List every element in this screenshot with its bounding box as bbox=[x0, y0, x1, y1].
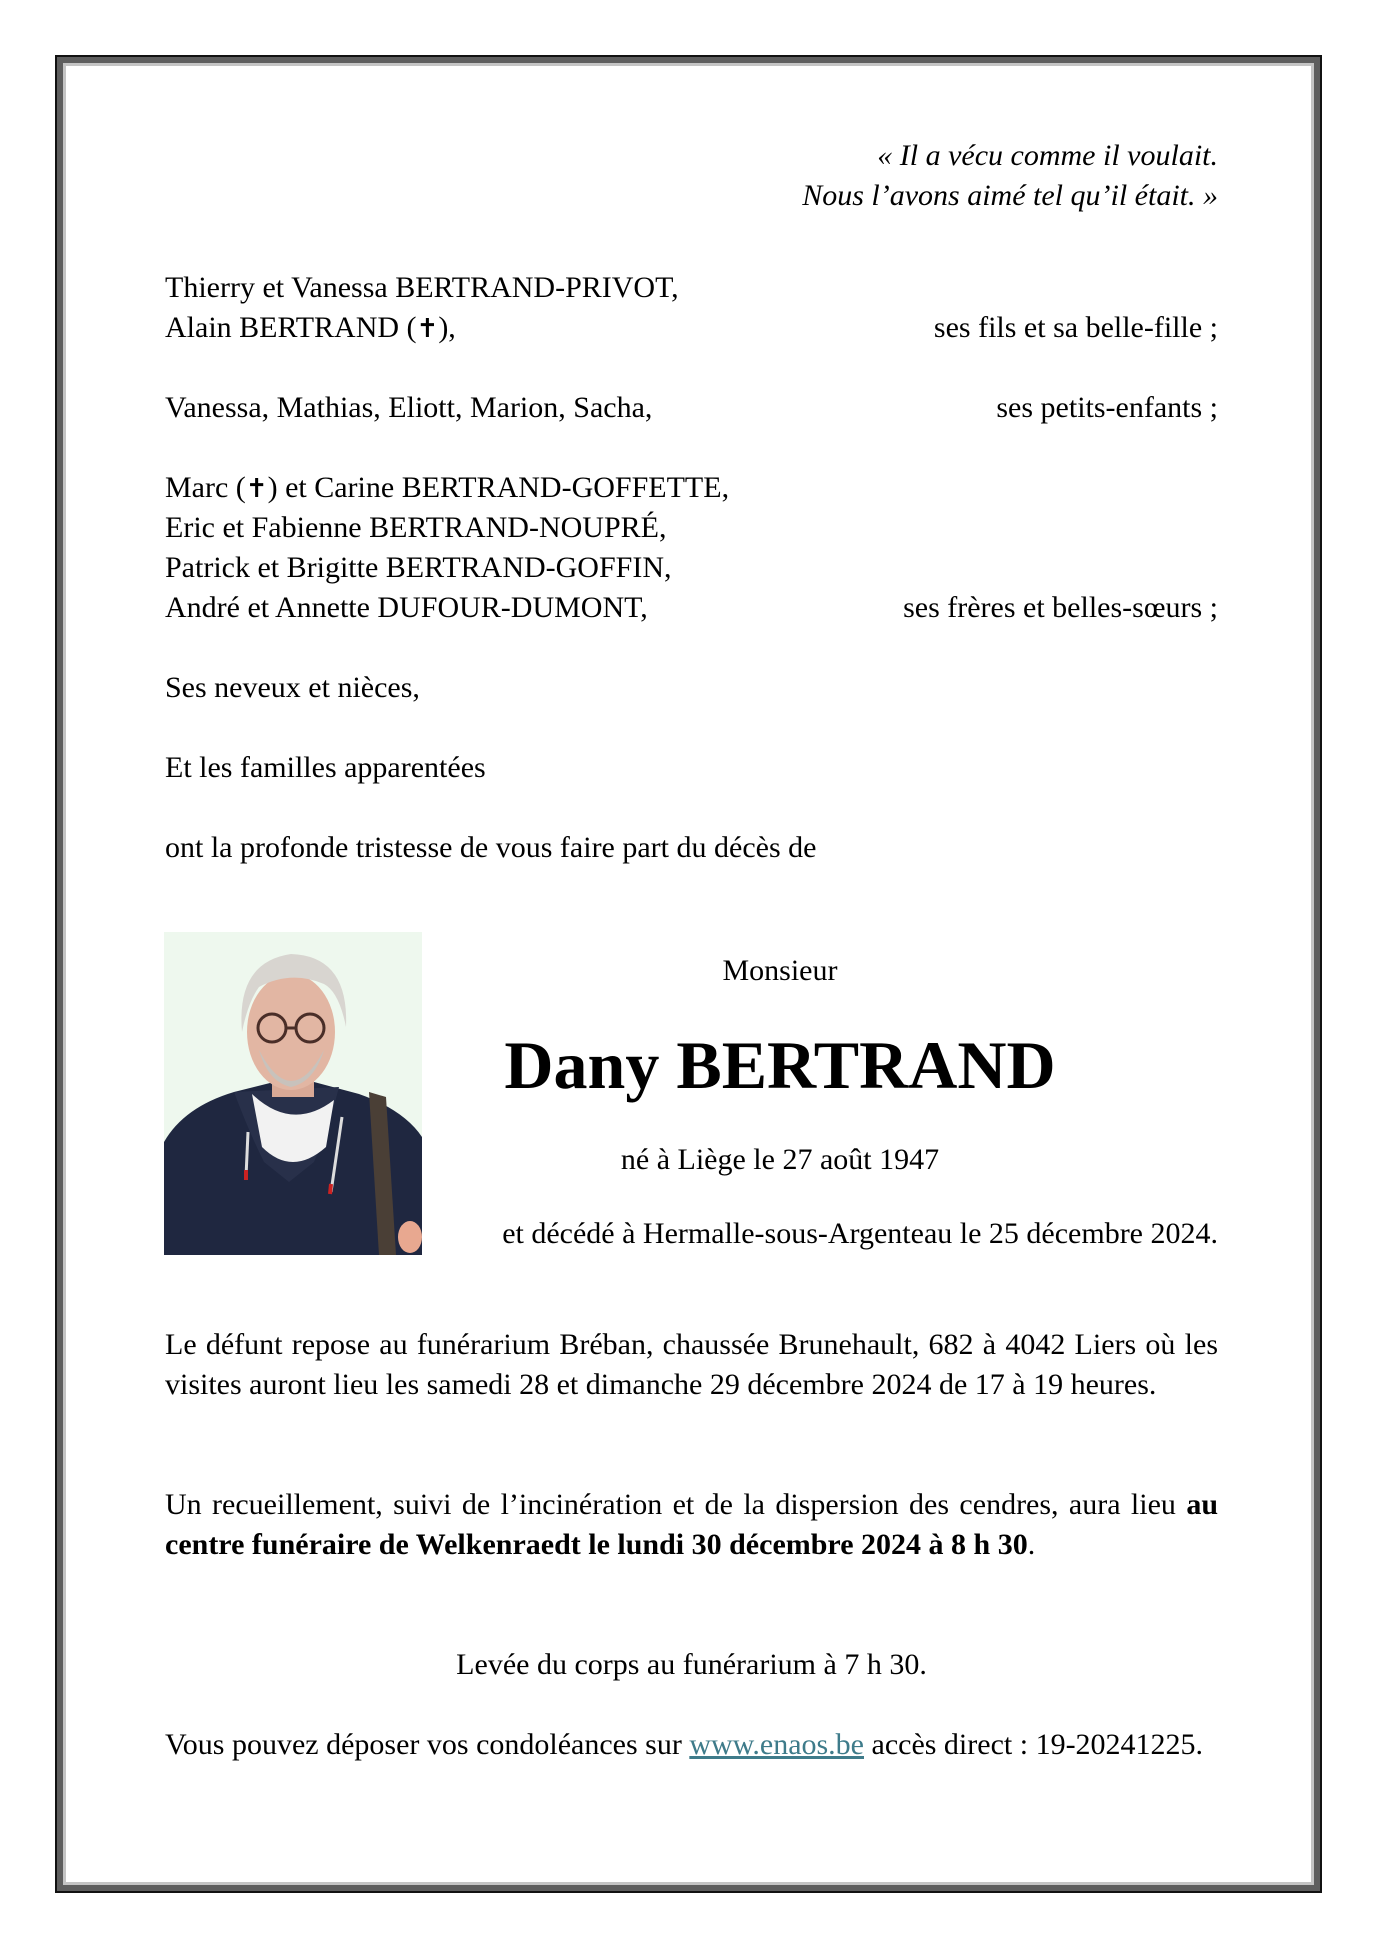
condolences-link[interactable]: www.enaos.be bbox=[689, 1728, 864, 1761]
cross-icon: ✝ bbox=[245, 474, 268, 504]
relation-grandchildren: ses petits-enfants ; bbox=[996, 391, 1218, 424]
cross-icon: ✝ bbox=[416, 314, 439, 344]
deceased-name: Dany BERTRAND bbox=[504, 1027, 1056, 1103]
deceased-title: Monsieur bbox=[722, 954, 838, 987]
quote-line-1: « Il a vécu comme il voulait. bbox=[877, 139, 1218, 172]
relation-sons: ses fils et sa belle-fille ; bbox=[933, 311, 1218, 344]
family-text: Vanessa, Mathias, Eliott, Marion, Sacha, bbox=[165, 391, 653, 424]
nephews-line: Ses neveux et nièces, bbox=[165, 671, 420, 704]
families-line: Et les familles apparentées bbox=[165, 751, 486, 784]
ceremony-end: . bbox=[1027, 1528, 1036, 1561]
departure-line: Levée du corps au funérarium à 7 h 30. bbox=[456, 1648, 927, 1681]
family-text: Marc ( bbox=[165, 471, 246, 504]
family-text: André et Annette DUFOUR-DUMONT, bbox=[165, 591, 648, 624]
family-line bbox=[165, 268, 679, 308]
deceased-photo bbox=[164, 932, 422, 1255]
portrait-image bbox=[164, 932, 422, 1255]
family-text: Thierry et Vanessa BERTRAND-PRIVOT, bbox=[165, 271, 679, 304]
announcement-line: ont la profonde tristesse de vous faire part du décès de bbox=[165, 831, 817, 864]
condolences-intro: Vous pouvez déposer vos condoléances sur bbox=[165, 1728, 690, 1761]
family-text: Alain BERTRAND ( bbox=[165, 311, 417, 344]
family-line bbox=[165, 508, 666, 548]
ceremony-details: au centre funéraire de Welkenraedt le lundi 30 décembre 2024 à 8 h 30 bbox=[165, 1488, 1218, 1561]
death-info: et décédé à Hermalle-sous-Argenteau le 25 décembre 2024. bbox=[502, 1217, 1218, 1250]
family-line bbox=[165, 588, 648, 628]
quote-line-2: Nous l’avons aimé tel qu’il était. » bbox=[802, 179, 1218, 212]
family-text: Eric et Fabienne BERTRAND-NOUPRÉ, bbox=[165, 511, 667, 544]
visitation-paragraph: Le défunt repose au funérarium Bréban, chaussée Brunehault, 682 à 4042 Liers où les visites auront lieu les samedi 28 et dimanche 29 décembre 2024 de 17 à 19 heures. bbox=[165, 1328, 1218, 1401]
family-line bbox=[165, 548, 672, 588]
condolences-access-code: accès direct : 19-20241225. bbox=[864, 1728, 1204, 1761]
family-line bbox=[165, 468, 729, 509]
family-text: ) et Carine BERTRAND-GOFFETTE, bbox=[267, 471, 730, 504]
family-text: Patrick et Brigitte BERTRAND-GOFFIN, bbox=[165, 551, 672, 584]
ceremony-intro: Un recueillement, suivi de l’incinération et de la dispersion des cendres, aura lieu bbox=[165, 1488, 1187, 1521]
relation-siblings: ses frères et belles-sœurs ; bbox=[903, 591, 1218, 624]
birth-info: né à Liège le 27 août 1947 bbox=[620, 1143, 940, 1176]
family-line bbox=[165, 388, 652, 428]
ceremony-paragraph bbox=[165, 1485, 1218, 1565]
condolences-paragraph bbox=[165, 1725, 1218, 1765]
family-text: ), bbox=[438, 311, 456, 344]
family-line bbox=[165, 308, 456, 349]
